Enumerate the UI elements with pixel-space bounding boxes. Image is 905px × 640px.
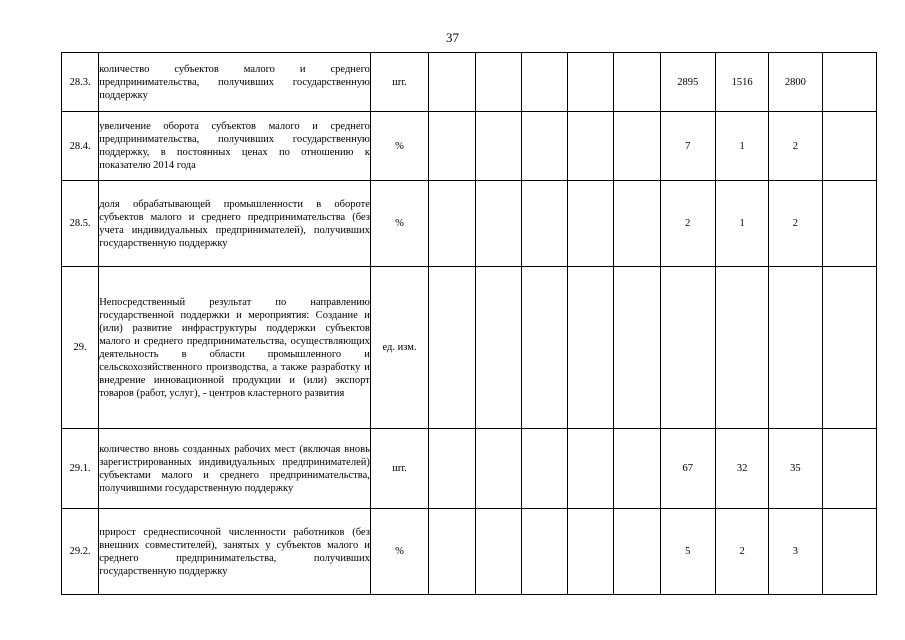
value-cell [822,267,876,429]
value-cell [429,181,475,267]
value-cell: 2 [660,181,715,267]
row-number-cell: 29.1. [62,429,99,509]
value-cell [568,509,614,595]
value-cell [660,267,715,429]
value-cell [429,267,475,429]
value-cell [521,267,567,429]
unit-cell: шт. [370,53,428,112]
table-row [62,112,877,181]
value-cell: 2 [769,112,822,181]
value-cell: 2 [715,509,768,595]
value-cell: 32 [715,429,768,509]
value-cell [475,53,521,112]
value-cell: 2 [769,181,822,267]
value-cell: 3 [769,509,822,595]
value-cell: 5 [660,509,715,595]
value-cell [429,429,475,509]
value-cell [429,112,475,181]
row-number-cell: 29.2. [62,509,99,595]
indicator-description-cell: количество субъектов малого и среднего предпринимательства, получивших государственную поддержку [99,53,371,112]
value-cell [822,53,876,112]
value-cell [429,509,475,595]
value-cell [715,267,768,429]
value-cell: 2800 [769,53,822,112]
table-row [62,53,877,112]
value-cell [521,53,567,112]
row-number-cell: 28.5. [62,181,99,267]
value-cell [475,267,521,429]
value-cell [822,509,876,595]
indicator-description-cell: количество вновь созданных рабочих мест (включая вновь зарегистрированных индивидуальных предпринимателей) субъектами малого и среднего предпринимательства, получившими государственную поддержку [99,429,371,509]
value-cell: 7 [660,112,715,181]
value-cell [769,267,822,429]
value-cell [568,267,614,429]
value-cell [614,112,660,181]
table-row [62,509,877,595]
row-number-cell: 29. [62,267,99,429]
unit-cell: шт. [370,429,428,509]
value-cell [822,429,876,509]
unit-cell: % [370,112,428,181]
unit-cell: ед. изм. [370,267,428,429]
value-cell [614,53,660,112]
value-cell [429,53,475,112]
table-row [62,429,877,509]
value-cell [521,181,567,267]
value-cell: 35 [769,429,822,509]
value-cell: 1516 [715,53,768,112]
table-row [62,181,877,267]
unit-cell: % [370,181,428,267]
value-cell: 1 [715,112,768,181]
value-cell [822,112,876,181]
value-cell [614,509,660,595]
unit-cell: % [370,509,428,595]
value-cell [568,112,614,181]
page-number: 37 [446,30,459,45]
indicators-table [61,52,877,595]
value-cell [475,181,521,267]
value-cell [568,429,614,509]
table-body [62,53,877,595]
value-cell [475,112,521,181]
value-cell [614,181,660,267]
indicator-description-cell: увеличение оборота субъектов малого и среднего предпринимательства, получивших государственную поддержку, в постоянных ценах по отношению к показателю 2014 года [99,112,371,181]
value-cell [568,181,614,267]
value-cell [822,181,876,267]
row-number-cell: 28.3. [62,53,99,112]
value-cell [521,509,567,595]
indicator-description-cell: доля обрабатывающей промышленности в обороте субъектов малого и среднего предпринимательства (без учета индивидуальных предпринимателей), получивших государственную поддержку [99,181,371,267]
value-cell [475,509,521,595]
indicator-description-cell: Непосредственный результат по направлению государственной поддержки и мероприятия: Создание и (или) развитие инфраструктуры поддержки субъектов малого и среднего предпринимательства, осуществляющих деятельность в области промышленного и сельскохозяйственного производства, а также разработку и внедрение инновационной продукции и (или) экспорт товаров (работ, услуг), - центров кластерного развития [99,267,371,429]
value-cell [614,429,660,509]
value-cell [614,267,660,429]
value-cell [475,429,521,509]
row-number-cell: 28.4. [62,112,99,181]
value-cell [568,53,614,112]
value-cell: 2895 [660,53,715,112]
value-cell: 1 [715,181,768,267]
value-cell [521,429,567,509]
table-row [62,267,877,429]
indicator-description-cell: прирост среднесписочной численности работников (без внешних совместителей), занятых у субъектов малого и среднего предпринимательства, получивших государственную поддержку [99,509,371,595]
value-cell [521,112,567,181]
value-cell: 67 [660,429,715,509]
